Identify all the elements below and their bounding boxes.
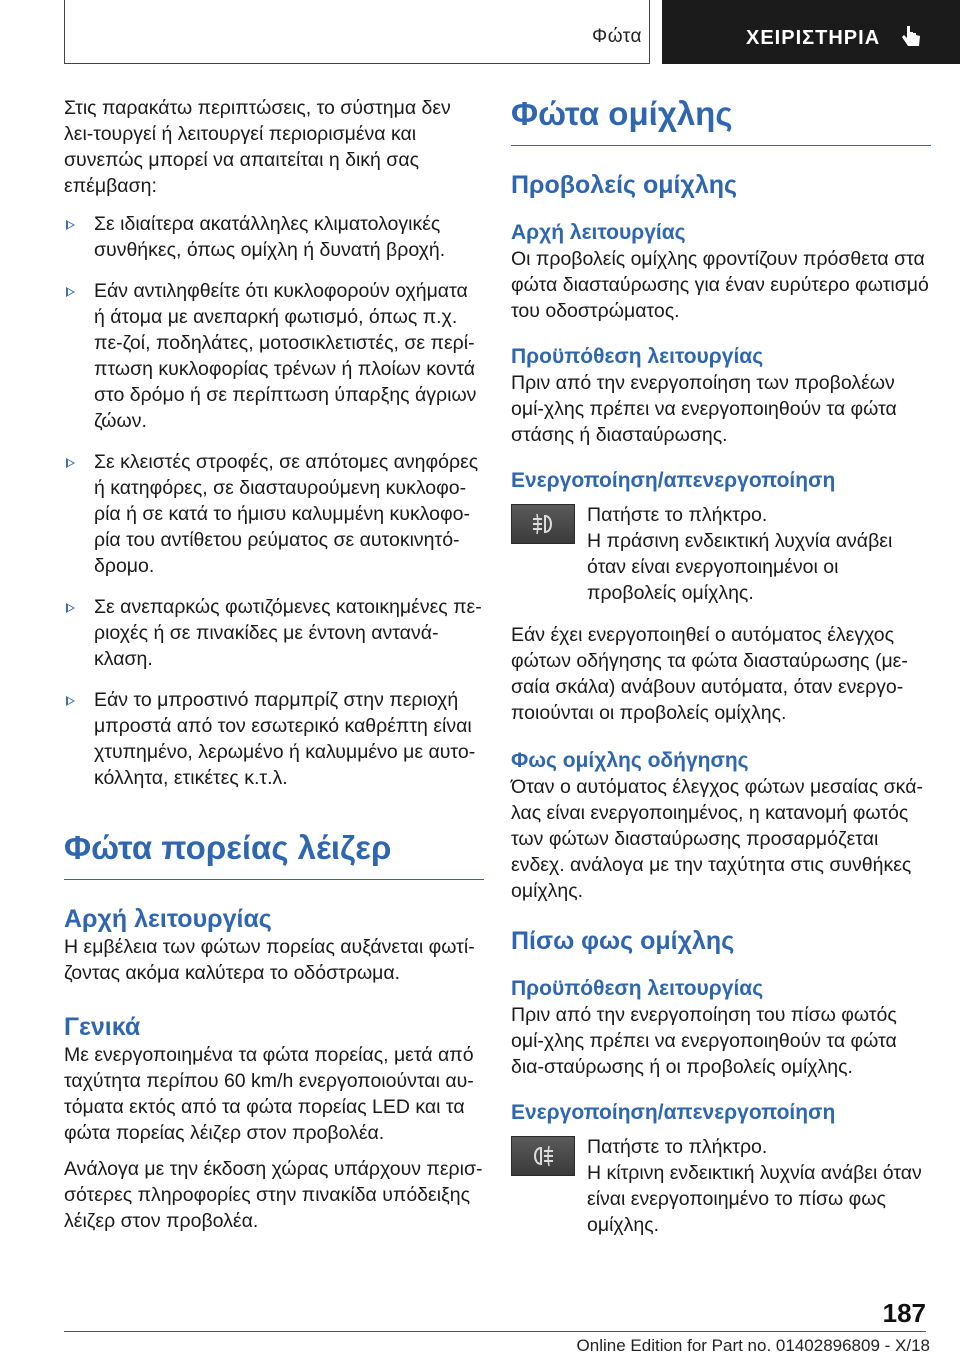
front-auto-text: Εάν έχει ενεργοποιηθεί ο αυτόματος έλεγχος φώτων οδήγησης τα φώτα διασταύρωσης (με-σαία σκάλα) ανάβουν αυτόματα, όταν ενεργο-ποιούνται οι προβολείς ομίχλης. [511, 624, 908, 724]
laser-general-text-2: Ανάλογα με την έκδοση χώρας υπάρχουν περισ-σότερες πληροφορίες στην πινακίδα υπόδειξης λέιζερ στον προβολέα. [64, 1158, 483, 1232]
driving-fog-text: Όταν ο αυτόματος έλεγχος φώτων μεσαίας σκά-λας είναι ενεργοποιημένος, η κατανομή φωτός των φώτων διασταύρωσης προσαρμόζεται ενδεχ. ανάλογα με την ταχύτητα στις συνθήκες ομίχλης. [511, 776, 923, 902]
driving-fog-heading: Φως ομίχλης οδήγησης [511, 749, 749, 772]
rear-fog-heading: Πίσω φως ομίχλης [511, 927, 735, 955]
header-left-rule [64, 0, 65, 64]
chapter-tab[interactable] [662, 0, 960, 64]
rear-onoff-heading: Ενεργοποίηση/απενεργοποίηση [511, 1101, 836, 1124]
intro-paragraph: Στις παρακάτω περιπτώσεις, το σύστημα δεν λει-τουργεί ή λειτουργεί περιορισμένα και συνεπώς μπορεί να απαιτείται η δική σας επέμβαση: [64, 97, 451, 197]
limitations-list [64, 211, 484, 791]
front-indicator-text: Η πράσινη ενδεικτική λυχνία ανάβει όταν είναι ενεργοποιημένοι οι προβολείς ομίχλης. [587, 530, 893, 604]
rear-prereq-heading: Προϋπόθεση λειτουργίας [511, 977, 764, 1000]
chapter-tab-label: ΧΕΙΡΙΣΤΗΡΙΑ [746, 27, 881, 49]
right-column [511, 95, 931, 1246]
bullet-triangle-icon [66, 696, 75, 706]
bullet-triangle-icon [66, 603, 75, 613]
rear-fog-button-row [511, 1134, 931, 1238]
footer-edition: Online Edition for Part no. 01402896809 - X/18 [576, 1336, 930, 1355]
list-item: Εάν το μπροστινό παρμπρίζ στην περιοχή μπροστά από τον εσωτερικό καθρέπτη είναι χτυπημένο, λερωμένο ή καλυμμένο με αυτο-κόλλητα, ετικέτες κ.τ.λ. [64, 687, 484, 791]
rear-press-button-text: Πατήστε το πλήκτρο. [587, 1136, 768, 1158]
left-column [64, 95, 484, 1244]
list-item: Σε ανεπαρκώς φωτιζόμενες κατοικημένες πε-ριοχές ή σε πινακίδες με έντονη αντανά-κλαση. [64, 594, 484, 672]
bullet-triangle-icon [66, 458, 75, 468]
front-onoff-heading: Ενεργοποίηση/απενεργοποίηση [511, 469, 836, 492]
front-prereq-text: Πριν από την ενεργοποίηση των προβολέων ομί-χλης πρέπει να ενεργοποιηθούν τα φώτα στάσης ή διασταύρωσης. [511, 372, 897, 446]
rear-indicator-text: Η κίτρινη ενδεικτική λυχνία ανάβει όταν είναι ενεργοποιημένο το πίσω φως ομίχλης. [587, 1162, 922, 1236]
footer-rule [64, 1331, 926, 1332]
header-bottom-rule [64, 63, 650, 64]
rear-prereq-text: Πριν από την ενεργοποίηση του πίσω φωτός ομί-χλης πρέπει να ενεργοποιηθούν τα φώτα δια-σταύρωσης ή οι προβολείς ομίχλης. [511, 1004, 897, 1078]
list-item: Σε ιδιαίτερα ακατάλληλες κλιματολογικές συνθήκες, όπως ομίχλη ή δυνατή βροχή. [64, 211, 484, 263]
front-press-button-text: Πατήστε το πλήκτρο. [587, 504, 768, 526]
hand-pointer-icon [898, 24, 924, 50]
front-prereq-heading: Προϋπόθεση λειτουργίας [511, 345, 764, 368]
front-principle-heading: Αρχή λειτουργίας [511, 221, 686, 244]
front-fog-light-button-icon [511, 504, 575, 544]
laser-principle-heading: Αρχή λειτουργίας [64, 905, 272, 933]
front-principle-text: Οι προβολείς ομίχλης φροντίζουν πρόσθετα στα φώτα διασταύρωσης για έναν ευρύτερο φωτισμό του οδοστρώματος. [511, 248, 929, 322]
page-number: 187 [882, 1298, 926, 1328]
front-fog-button-row [511, 502, 931, 606]
header-divider [649, 0, 650, 64]
front-fog-heading: Προβολείς ομίχλης [511, 171, 738, 199]
laser-lights-heading: Φώτα πορείας λέιζερ [64, 829, 484, 880]
list-item: Σε κλειστές στροφές, σε απότομες ανηφόρες ή κατηφόρες, σε διασταυρούμενη κυκλοφο-ρία ή σε κατά το ήμισυ καλυμμένη κυκλοφο-ρία του αντίθετου ρεύματος σε αυτοκινητό-δρομο. [64, 449, 484, 579]
list-item: Εάν αντιληφθείτε ότι κυκλοφορούν οχήματα ή άτομα με ανεπαρκή φωτισμό, όπως π.χ. πε-ζοί, ποδηλάτες, μοτοσικλετιστές, σε περί-πτωση κυκλοφορίας τρένων ή πλοίων κοντά στο δρόμο ή σε περίπτωση ύπαρξης άγριων ζώων. [64, 278, 484, 434]
section-title: Φώτα [592, 26, 642, 47]
laser-general-heading: Γενικά [64, 1013, 141, 1041]
bullet-triangle-icon [66, 220, 75, 230]
laser-principle-text: Η εμβέλεια των φώτων πορείας αυξάνεται φωτί-ζοντας ακόμα καλύτερα το οδόστρωμα. [64, 936, 475, 984]
bullet-triangle-icon [66, 287, 75, 297]
laser-general-text-1: Με ενεργοποιημένα τα φώτα πορείας, μετά από ταχύτητα περίπου 60 km/h ενεργοποιούνται αυ-τόματα εκτός από τα φώτα πορείας LED και τα φώτα πορείας λέιζερ στον προβολέα. [64, 1044, 474, 1144]
fog-lights-heading: Φώτα ομίχλης [511, 95, 931, 146]
rear-fog-light-button-icon [511, 1136, 575, 1176]
